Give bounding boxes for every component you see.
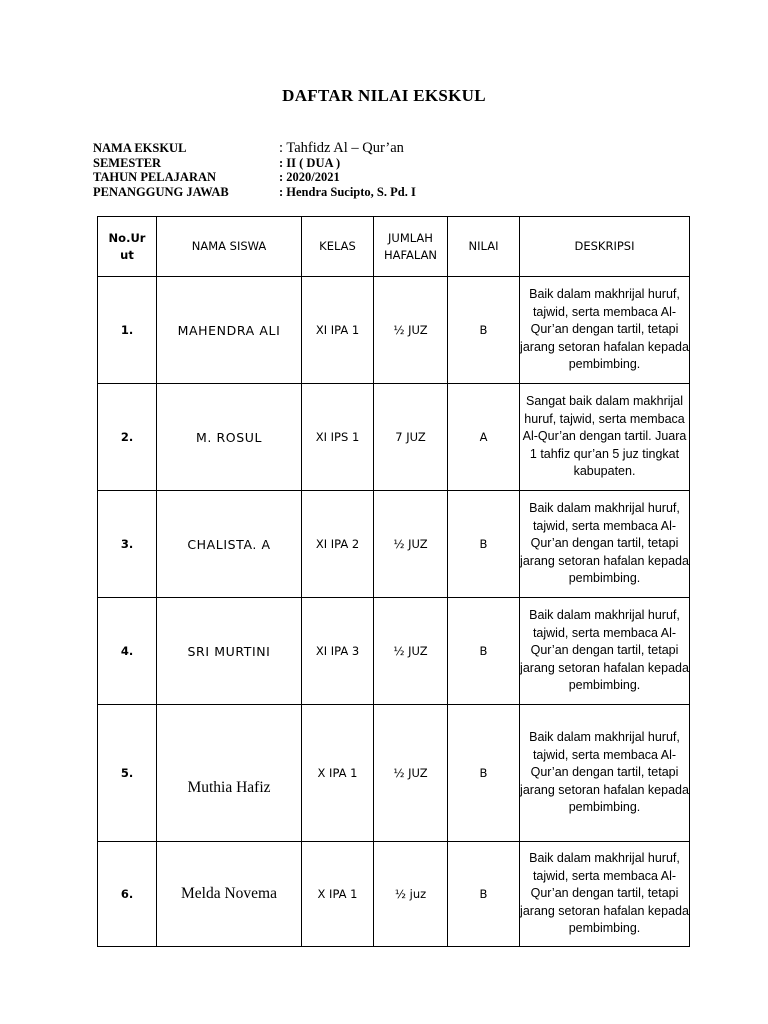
header-deskripsi: DESKRIPSI xyxy=(520,217,690,277)
info-value: : Hendra Sucipto, S. Pd. I xyxy=(279,184,416,199)
cell-jumlah: ½ JUZ xyxy=(374,598,448,705)
cell-nilai: B xyxy=(448,842,520,947)
cell-nilai: A xyxy=(448,384,520,491)
info-row-semester xyxy=(93,156,416,171)
cell-deskripsi: Baik dalam makhrijal huruf, tajwid, serta membaca Al- Qur’an dengan tartil, tetapi jarang setoran hafalan kepada pembimbing. xyxy=(520,491,690,598)
info-value: : Tahfidz Al – Qur’an xyxy=(279,140,404,156)
header-jumlah: JUMLAH HAFALAN xyxy=(374,217,448,277)
cell-jumlah: ½ JUZ xyxy=(374,491,448,598)
cell-name: MAHENDRA ALI xyxy=(157,277,302,384)
table-header-row xyxy=(98,217,690,277)
cell-jumlah: ½ juz xyxy=(374,842,448,947)
table-row xyxy=(98,705,690,842)
cell-deskripsi: Baik dalam makhrijal huruf, tajwid, serta membaca Al- Qur’an dengan tartil, tetapi jarang setoran hafalan kepada pembimbing. xyxy=(520,705,690,842)
header-kelas: KELAS xyxy=(302,217,374,277)
cell-nilai: B xyxy=(448,598,520,705)
cell-no: 6. xyxy=(98,842,157,947)
table-row xyxy=(98,491,690,598)
cell-no: 3. xyxy=(98,491,157,598)
cell-jumlah: 7 JUZ xyxy=(374,384,448,491)
cell-kelas: X IPA 1 xyxy=(302,705,374,842)
grades-table xyxy=(97,216,690,947)
cell-name: Muthia Hafiz xyxy=(157,705,302,842)
cell-deskripsi: Baik dalam makhrijal huruf, tajwid, serta membaca Al- Qur’an dengan tartil, tetapi jarang setoran hafalan kepada pembimbing. xyxy=(520,598,690,705)
cell-jumlah: ½ JUZ xyxy=(374,705,448,842)
cell-no: 4. xyxy=(98,598,157,705)
info-value: : II ( DUA ) xyxy=(279,155,341,170)
cell-no: 5. xyxy=(98,705,157,842)
info-label: NAMA EKSKUL xyxy=(93,141,187,155)
info-row-penanggung xyxy=(93,185,416,200)
info-row-tahun xyxy=(93,170,416,185)
header-nilai: NILAI xyxy=(448,217,520,277)
cell-name: CHALISTA. A xyxy=(157,491,302,598)
info-label: SEMESTER xyxy=(93,155,162,170)
table-row xyxy=(98,384,690,491)
table-row xyxy=(98,842,690,947)
cell-deskripsi: Baik dalam makhrijal huruf, tajwid, serta membaca Al- Qur’an dengan tartil, tetapi jarang setoran hafalan kepada pembimbing. xyxy=(520,277,690,384)
cell-kelas: XI IPA 2 xyxy=(302,491,374,598)
cell-kelas: XI IPS 1 xyxy=(302,384,374,491)
cell-deskripsi: Baik dalam makhrijal huruf, tajwid, serta membaca Al- Qur’an dengan tartil, tetapi jarang setoran hafalan kepada pembimbing. xyxy=(520,842,690,947)
cell-nilai: B xyxy=(448,705,520,842)
cell-jumlah: ½ JUZ xyxy=(374,277,448,384)
cell-nilai: B xyxy=(448,491,520,598)
cell-name: Melda Novema xyxy=(157,842,302,947)
cell-kelas: X IPA 1 xyxy=(302,842,374,947)
info-row-ekskul xyxy=(93,141,416,156)
cell-kelas: XI IPA 3 xyxy=(302,598,374,705)
info-value: : 2020/2021 xyxy=(279,170,340,184)
cell-deskripsi: Sangat baik dalam makhrijal huruf, tajwid, serta membaca Al-Qur’an dengan tartil. Juara 1 tahfiz qur’an 5 juz tingkat kabupaten. xyxy=(520,384,690,491)
cell-kelas: XI IPA 1 xyxy=(302,277,374,384)
table-row xyxy=(98,277,690,384)
table-row xyxy=(98,598,690,705)
header-no: No.Urut xyxy=(98,217,157,277)
cell-name: M. ROSUL xyxy=(157,384,302,491)
info-label: TAHUN PELAJARAN xyxy=(93,170,217,184)
cell-no: 1. xyxy=(98,277,157,384)
header-name: NAMA SISWA xyxy=(157,217,302,277)
cell-no: 2. xyxy=(98,384,157,491)
info-label: PENANGGUNG JAWAB xyxy=(93,184,229,199)
info-block xyxy=(93,141,416,199)
cell-name: SRI MURTINI xyxy=(157,598,302,705)
page-title: DAFTAR NILAI EKSKUL xyxy=(282,86,486,105)
cell-nilai: B xyxy=(448,277,520,384)
